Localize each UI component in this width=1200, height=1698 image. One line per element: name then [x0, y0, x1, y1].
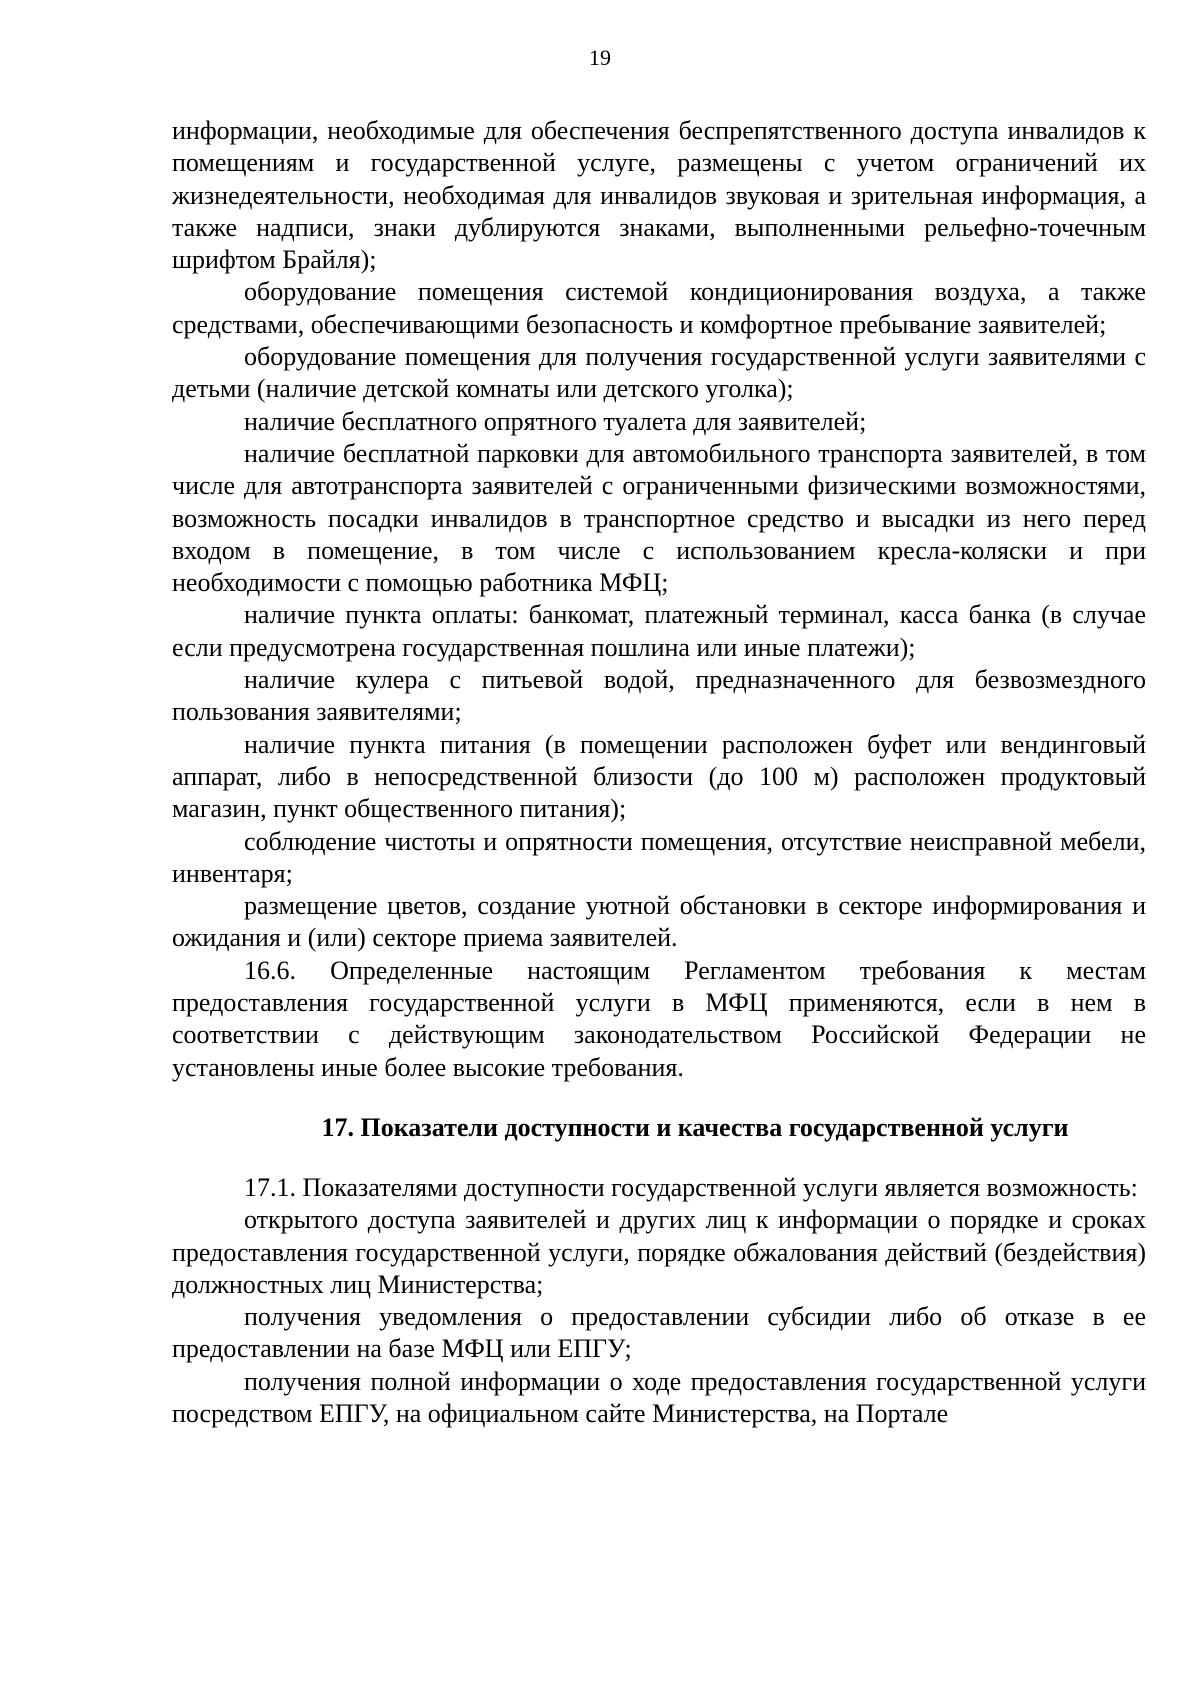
paragraph: наличие бесплатного опрятного туалета для заявителей; — [244, 406, 867, 436]
paragraph: получения уведомления о предоставлении субсидии либо об отказе в ее предоставлении на базе МФЦ или ЕПГУ; — [172, 1302, 1146, 1364]
document-body — [172, 115, 1146, 1430]
paragraph: наличие бесплатной парковки для автомобильного транспорта заявителей, в том числе для автотранспорта заявителей с ограниченными физическими возможностями, возможность посадки инвалидов в транспортное средство и высадки из него перед входом в помещение, в том числе с использованием кресла-коляски и при необходимости с помощью работника МФЦ; — [172, 438, 1146, 598]
page-number: 19 — [589, 45, 611, 70]
paragraph: информации, необходимые для обеспечения беспрепятственного доступа инвалидов к помещениям и государственной услуге, размещены с учетом ограничений их жизнедеятельности, необходимая для инвалидов звуковая и зрительная информация, а также надписи, знаки дублируются знаками, выполненными рельефно-точечным шрифтом Брайля); — [172, 116, 1146, 275]
section-heading: 17. Показатели доступности и качества государственной услуги — [321, 1112, 1069, 1142]
paragraph: открытого доступа заявителей и других лиц к информации о порядке и сроках предоставления государственной услуги, порядке обжалования действий (бездействия) должностных лиц Министерства; — [172, 1205, 1146, 1299]
paragraph: соблюдение чистоты и опрятности помещения, отсутствие неисправной мебели, инвентаря; — [172, 826, 1146, 888]
paragraph: наличие пункта питания (в помещении расположен буфет или вендинговый аппарат, либо в непосредственной близости (до 100 м) расположен продуктовый магазин, пункт общественного питания); — [172, 729, 1146, 824]
paragraphs-after — [172, 1172, 1146, 1430]
paragraph: оборудование помещения для получения государственной услуги заявителями с детьми (наличие детской комнаты или детского уголка); — [172, 342, 1146, 404]
paragraphs-before — [172, 115, 1146, 1084]
paragraph: оборудование помещения системой кондиционирования воздуха, а также средствами, обеспечивающими безопасность и комфортное пребывание заявителей; — [172, 277, 1146, 339]
paragraph: размещение цветов, создание уютной обстановки в секторе информирования и ожидания и (или) секторе приема заявителей. — [172, 891, 1146, 953]
paragraph: получения полной информации о ходе предоставления государственной услуги посредством ЕПГУ, на официальном сайте Министерства, на Портале — [172, 1366, 1146, 1428]
paragraph: наличие кулера с питьевой водой, предназначенного для безвозмездного пользования заявителями; — [172, 665, 1146, 727]
paragraph: 16.6. Определенные настоящим Регламентом требования к местам предоставления государственной услуги в МФЦ применяются, если в нем в соответствии с действующим законодательством Российской Федерации не установлены иные более высокие требования. — [172, 955, 1146, 1082]
paragraph: наличие пункта оплаты: банкомат, платежный терминал, касса банка (в случае если предусмотрена государственная пошлина или иные платежи); — [172, 600, 1146, 662]
paragraph: 17.1. Показателями доступности государственной услуги является возможность: — [244, 1172, 1138, 1202]
